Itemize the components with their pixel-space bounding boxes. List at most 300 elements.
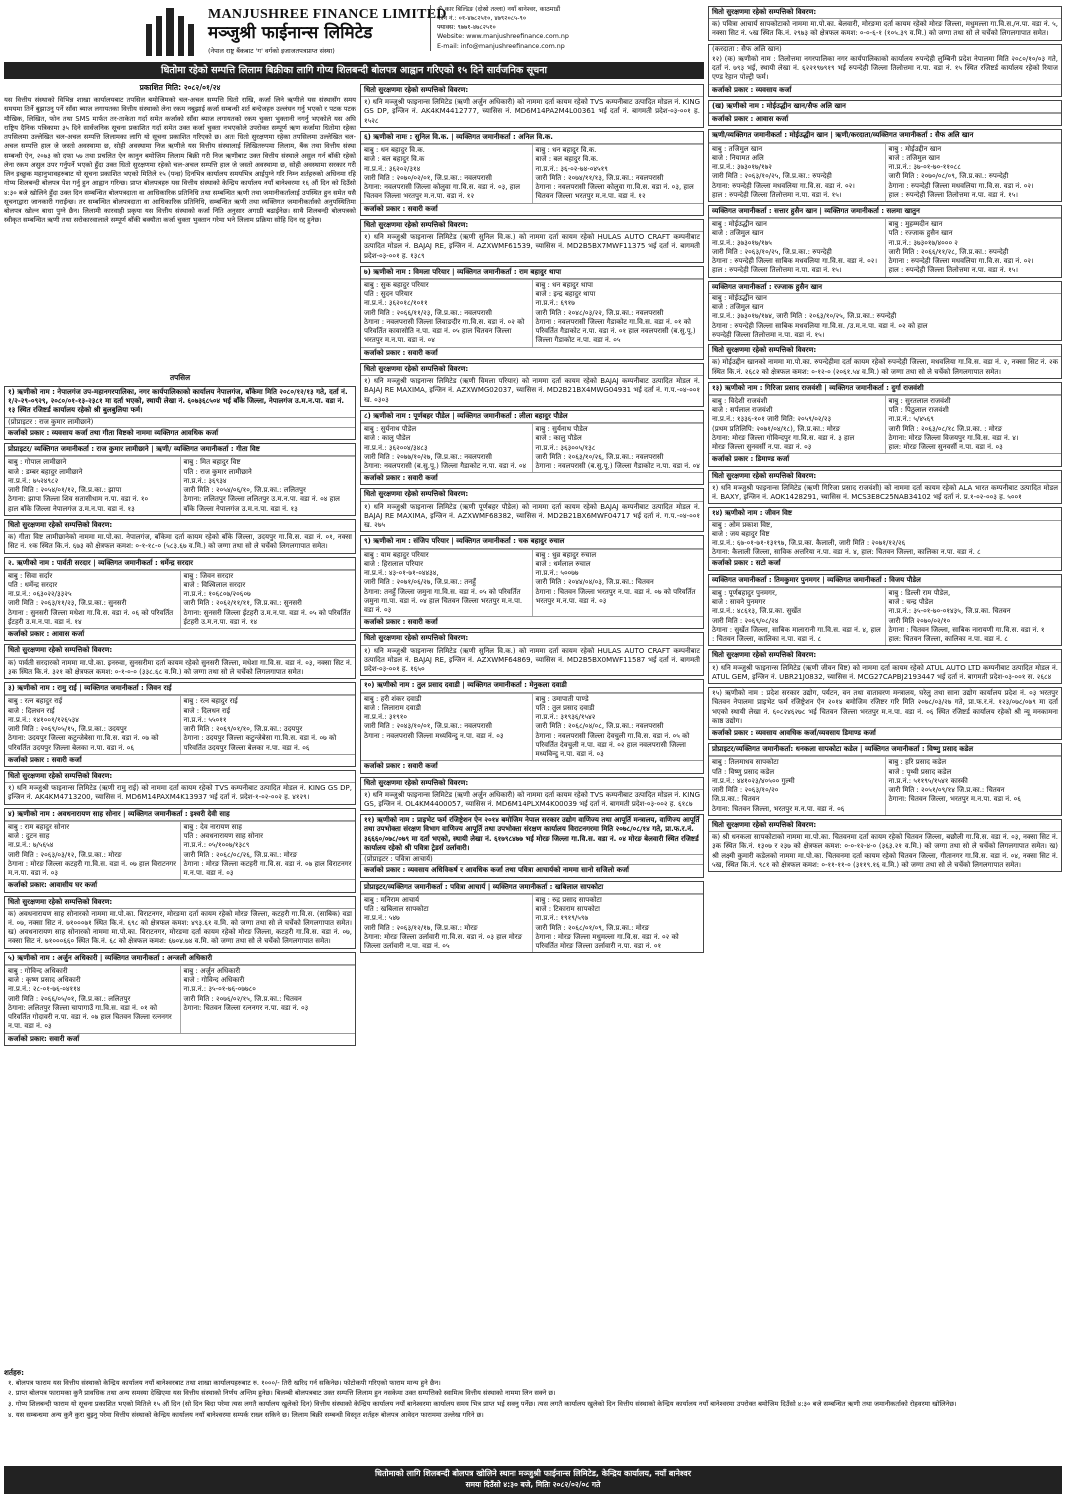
detail-line: बाजे : दिलधन राई (183, 706, 231, 715)
record-row (709, 395, 1061, 453)
detail-line: जारी मिति : २०६६/११/२८, जि.प्र.का.: रुपन्देही (888, 247, 1009, 256)
detail-line: जारी मिति : २०७६/०२/१५, जि.प्र.का.: चितवन (183, 994, 302, 1003)
detail-line: ठेगाना : चितवन जिल्ला, साबिक नारायणी गा.वि.स. वडा नं. १ (888, 625, 1045, 634)
detail-line: ना.प्र.नं.: ३६२०२/३१४ (364, 164, 421, 173)
email-link[interactable]: E-mail: info@manjushreefinance.com.np (437, 42, 565, 50)
record-block (360, 814, 704, 877)
detail-line: ना.प्र.नं.: ७/५६५४ (8, 841, 54, 850)
detail-line: जारी मिति : २०६३/१०/२६, जि.प्र.का.: नवलपरासी (535, 452, 664, 461)
detail-line: ना.प्र.नं.: ३५-०१-७०-०१४३५, जि.प्र.का. चितवन (888, 607, 1011, 616)
record-line: बाजे : तजिमुल खान (712, 303, 764, 312)
record-heading: धितो सुरक्षणमा रहेको सम्पत्तिको विवरण: (361, 220, 703, 232)
record-block (360, 777, 704, 812)
detail-line: जारी मिति : २०६३/१०/२५, जि.प्र.का.: रुपन्देही (712, 247, 832, 256)
loan-type: कर्जाको प्रकार : सवारी कर्जा (5, 754, 355, 766)
detail-line: ना.प्र.नं.: ३६२०१८/१०११ (364, 299, 428, 308)
detail-line: हाल: मोरङ जिल्ला सुनवर्सी न.पा. वडा नं. ०३ (888, 443, 1003, 452)
detail-line: ठेगाना : उदयपुर जिल्ला कटुन्जेबेसा गा.वि.स. वडा नं. ०७ को परिवर्तित उदयपुर जिल्ला बेलका न.पा. वडा नं. ०६ (183, 734, 337, 752)
company-header (140, 4, 700, 60)
detail-line: हाल : रुपन्देही जिल्ला तिलोत्तमा न.पा. वडा नं. १५। (888, 190, 1019, 199)
detail-line: जारी मिति : २०६३/१०/२० (712, 786, 779, 795)
detail-line: बाजे : धर्मलाल रुचाल (535, 559, 591, 568)
person-details (533, 424, 704, 472)
detail-line: बाजे : इन्द्र बहादुर थापा (535, 290, 596, 299)
record-row (361, 279, 703, 347)
detail-line: ठेगाना : सुर्खेत जिल्ला, साबिक मालारानी गा.वि.स. वडा नं. ४, हाल : चितवन जिल्ला, कालिका न.पा. वडा नं. ८ (712, 625, 881, 644)
detail-line: बाबु : धन बहादुर वि.क. (364, 146, 425, 155)
detail-line: जारी मिति : २०७४/११/१३, जि.प्र.का.: नवलपरासी (535, 173, 664, 182)
record-heading: धितो सुरक्षणमा रहेको सम्पत्तिको विवरण: (5, 645, 355, 657)
record-heading: ८) ऋणीको नाम : पूर्णबहर पौडेल | व्यक्तिगत जमानीकर्ता : लीला बहादुर पौडेल (361, 411, 703, 423)
detail-line: बाबु : सुक बहादुर परियार (364, 280, 429, 289)
detail-line: ना.प्र.नं.: ७५२४९८२ (8, 476, 59, 485)
loan-type: कर्जाको प्रकार : आवास कर्जा (709, 113, 1061, 125)
person-details (886, 396, 1062, 453)
detail-line: ना.प्र.नं.: ३७३०१७/४००० २ (888, 238, 958, 247)
detail-line: ठेगाना: ललितपुर जिल्ला चापागाउँ गा.वि.स. वडा नं. ०१ को परिवर्तित गोदावरी न.पा. वडा नं. ०७ हाल चितवन जिल्ला रत्ननगर न.पा. वडा नं. ०३ (8, 1003, 172, 1031)
intro-paragraph: यस वित्तीय संस्थाको विभिन्न शाखा कार्यालयबाट तपसिल बमोजिमको चल-अचल सम्पत्ति धितो राखि, कर्जा लिने ऋणीले यस संस्थासँग समय समयमा तिर्ने बुझाउनु पर्ने साँवा ब्याज लगायतका वित्तीय संस्थाको लेना रकम नबुझाई कर्जा सम्बन्धी शर्त बन्देजहरु उल्लंघन गर्नु भएको र पटक पटक मौखिक, लिखित, फोन तथा SMS मार्फत तर-ताकेता गर्दा समेत कर्जाको साँवा ब्याज लगायतको रकम चुक्ता भुक्तानी नगर्नु भएकोले यस अघि राष्ट्रिय दैनिक पत्रिकामा ३५ दिने सार्वजनिक सूचना प्रकाशित गर्दा समेत उक्त कर्जा चुक्ता नभएकोले उपरोक्त सम्पूर्ण ऋण कर्जामा धितोमा रहेका तपसिलमा उल्लेखित चल-अचल सम्पत्ति लिलामका लागि यो सूचना प्रकाशित गरिएको छ। अतः धितो सुरक्षणमा रहेका तपसिलमा उल्लेखित चल-अचल सम्पत्ति हाल जे जस्तो अवस्थामा छ, सोही अवस्थामा निज ऋणीले यस वित्तीय संस्थालाई लिखितरुपमा लिलाम, बैंक तथा वित्तीय संस्था सम्बन्धी ऐन, २०७३ को दफा ५७ तथा प्रचलित ऐन कानुन बमोजिम लिलाम बिक्री गरी निज ऋणीबाट उक्त वित्तीय संस्थाले असुल गर्न बाँकी रहेको लेना रकम असुल उपर गर्नुपर्ने भएको हुँदा उक्त धितो सुरक्षणमा रहेको चल-अचल सम्पत्ति हाल जे जस्तो अवस्थामा छ, सोही अवस्थामा सरकार गरी लिन इच्छुक महानुभावहरुबाट यो सूचना प्रकाशित भएको मितिले १५ (पन्ध्र) दिनभित्र कार्यालय समयभित्र आईपुग्ने गरि निम्न शर्तहरुको अधिनमा रहि गोप्य शिलबन्दी बोलपत्र पेश गर्नु हुन आह्वान गरिन्छ। प्राप्त बोलपत्रहरु यस वित्तीय संस्थाको केन्द्रिय कार्यालय नयाँ बानेश्वरमा १६ औं दिन को दिउँसो ४:३० बजे खोलिने हुँदा उक्त दिन सम्बन्धित बोलपत्रदाता वा आधिकारिक प्रतिनिधि तथा सम्बन्धित ऋणी तथा जमानीकर्तालाई उपस्थित हुन समेत यसै सूचनाद्वारा जानकारी गराईन्छ। तर सम्बन्धित बोलपत्रदाता वा आधिकारिक प्रतिनिधि, सम्बन्धित ऋणी तथा व्यक्तिगत जमानीकर्ताको अनुपस्थितिमा बोलपत्र खोल्न बाधा पुग्ने छैन। लिलामी कारवाही प्रकृया यस वित्तीय संस्थाको कर्जा निति अनुसार अगाडी बढाईनेछ। साथै शिलबन्दी बोलपत्रको स्वीकृत सम्बन्धित ऋणी तथा सरोकारवालाले सम्पूर्ण बाँकी बक्यौता कर्जा चुक्ता भुक्तान गरेमा भने लिलाम प्रक्रिया सोहि दिन रद्द हुनेछ। (4, 96, 356, 225)
record-block (708, 344, 1062, 379)
record-row (361, 894, 703, 952)
detail-line: हाल : रुपन्देही जिल्ला तिलोत्तमा न.पा. वडा नं. १५। (712, 190, 842, 199)
record-heading: व्यक्तिगत जमानीकर्ता : तिमकुमार पुनमगर | व्यक्तिगत जमानीकर्ता : विजय पौडेल (709, 575, 1061, 587)
record-line: बाजे : जय बहादुर विष्ट (712, 529, 770, 538)
detail-line: जारी मिति : २०४४/०४/०३, जि.प्र.का.: चितवन (535, 578, 654, 587)
record-line: (प्रोप्राइटर : राज कुमार लामीछाने) (8, 417, 94, 426)
detail-line: बाबु : डिल्ली राम पौडेल, (888, 588, 951, 597)
record-block (360, 410, 704, 486)
record-block (708, 507, 1062, 570)
detail-line: जारी मिति : २०६८/०१/०९, जि.प्र.का.: मोरङ (535, 923, 650, 932)
detail-line: बाबु : विदेशी राजवंशी (712, 396, 768, 405)
detail-line: ना.प्र.नं.: ३६९३४ (183, 476, 227, 485)
detail-line: जारी मिति : २०५१/०९/१४ जि.प्र.का.: चितवन (888, 786, 1005, 795)
collateral-details: १) धनि मञ्जुश्री फाइनान्स लिमिटेड (ऋणी जीवन विष्ट) को नाममा दर्ता कायम रहेको ATUL AUTO LTD कम्पनीबाट उत्पादित मोडल नं. ATUL GEM, इन्जिन नं. UBR21J0832, च्यासिस नं. MCG27CAPBJ2193447 भई दर्ता नं. बागमती प्रदेश-०३-००१ स. २६८४ (712, 663, 1058, 681)
detail-line: बाजे : बल बहादुर वि.क. (535, 155, 599, 164)
collateral-details: क) पार्वती सरदारको नाममा मा.पो.का. इनरुवा, सुनसरीमा दर्ता कायम रहेको सुनसरी जिल्ला, मधेशा गा.वि.स. वडा नं. ०३, नक्सा सिट नं. ३क स्थित कि.नं. ३२१ को क्षेत्रफल कमश: ०-१-०-० (३३८.६८ व.मि.) को जग्गा तथा सो ले चर्चेको लिगलगापात समेत। (8, 658, 352, 676)
record-block (360, 219, 704, 263)
detail-line: बाजे : तजिमुल खान (888, 153, 940, 162)
person-details (5, 571, 181, 628)
collateral-details: १२) (क) ऋणीको नाम : तिलोत्तमा नगरपालिका नगर कार्यपालिकाको कार्यालय रुपन्देही लुम्बिनी प्रदेश नेपालमा मिति २०८०/१०/०३ गते, दर्ता नं. ७९३ भई, स्थायी लेखा नं. ६२२१९७९१९ भई रुपन्देही जिल्ला तिलोत्तमा न.पा. वडा नं. १५ स्थित रजिष्टर्ड कार्यालय रहेको रियाज एण्ड रेहान पोल्ट्री फर्म। (712, 54, 1058, 82)
person-details (5, 822, 181, 879)
record-line: बाबु : ओम प्रकाश विष्ट, (712, 520, 773, 529)
loan-type: कर्जाको प्रकार : सवारी कर्जा (361, 760, 703, 772)
detail-line: जारी मिति : २०६९/०५/१५, जि.प्र.का.: उदयपुर (8, 725, 127, 734)
loan-type: कर्जाको प्रकार : व्यवसाय कर्जा (709, 84, 1061, 96)
record-heading: ९) ऋणीको नाम : संजिप परियार | व्यक्तिगत जमानीकर्ता : चक बहादुर रुचाल (361, 536, 703, 548)
record-block (708, 205, 1062, 278)
loan-type: कर्जाको प्रकार : आवास कर्जा (5, 628, 355, 640)
record-heading: प्रोप्राइटर/ व्यक्तिगत जमानीकर्ता : राज कुमार लामीछाने | ऋणी/ व्यक्तिगत जमानीकर्ता : गीता विष्ट (5, 444, 355, 456)
detail-line: ना.प्र.नं.: २८-०१-७६-०४११४ (8, 985, 81, 994)
detail-line: ना.प्र.नं.: ६९१७ (535, 299, 575, 308)
record-block (360, 84, 704, 128)
record-heading: १३) ऋणीको नाम : गिरिजा प्रसाद राजवंशी | व्यक्तिगत जमानीकर्ता : दुर्गा राजवंशी (709, 383, 1061, 395)
detail-line: हाल: चितवन जिल्ला, कालिका न.पा. वडा नं. ८ (888, 635, 1008, 644)
detail-line: ठेगाना : मोरङ जिल्ला मधुमल्ला गा.वि.स. वडा नं. ०२ को परिवर्तित मोरङ जिल्ला उर्लावारी न.पा. वडा नं. ०१ (535, 932, 679, 951)
detail-line: ठेगाना: नवलपरासी जिल्ला कोलुवा गा.वि.स. वडा नं. ०३, हाल चितवन जिल्ला भरतपुर म.न.पा. वडा नं. १२ (364, 183, 520, 201)
column-2 (360, 84, 704, 956)
detail-line: बाजे : बल बहादुर वि.क (364, 155, 425, 164)
record-block (4, 808, 356, 893)
detail-line: ठेगाना: रुपन्देही जिल्ला मधवलिया गा.वि.स. वडा नं. ०२। (712, 181, 855, 190)
loan-type: कर्जाको प्रकार : सटो कर्जा (709, 557, 1061, 569)
record-heading: धितो सुरक्षणमा रहेको सम्पत्तिको विवरण: (709, 345, 1061, 357)
record-block (4, 519, 356, 554)
person-details (5, 966, 181, 1033)
record-heading: ६) ऋणीको नामः : सुनिल वि.क. | व्यक्तिगत जमानीकर्ता : अनिल वि.क. (361, 132, 703, 144)
detail-line: ना.प्र.नं.: ३७३०१७/१७५ (712, 238, 772, 247)
detail-line: जारी मिति : २०६६/११/२३, जि.प्र.का.: नवलपरासी (364, 308, 492, 317)
person-details (533, 280, 704, 347)
detail-line: जारी मिति : २०४८/०३/२२, जि.प्र.का.: नवलपरासी (535, 308, 664, 317)
record-block (708, 6, 1062, 41)
detail-line: ठेगाना : नवलपरासी जिल्ला कोलुवा गा.वि.स. वडा नं. ०३, हाल चितवन जिल्ला भरतपुर म.न.पा. वडा नं. १२ (535, 183, 694, 201)
person-details (709, 144, 886, 201)
detail-line: बाजे : पृथ्वी प्रसाद कडेल (888, 767, 952, 776)
loan-type: कर्जाको प्रकार : सवारी कर्जा (361, 203, 703, 215)
detail-line: ठेगाना: तनहुँ जिल्ला जमुना गा.वि.स. वडा नं. ०५ को परिवर्तित जमुना गा.पा. वडा नं. ०४ हाल चितवन जिल्ला भरतपुर म.न.पा. वडा नं. ०३ (364, 587, 523, 615)
loan-type: कर्जाको प्रकार : सवारी कर्जा (361, 347, 703, 359)
detail-line: ना.प्र.नं.: ३७३०१७/१७२ (712, 163, 772, 172)
loan-type: कर्जाको प्रकार : व्यवसाय आवधिक कर्जा/व्यवसाय डिमाण्ड कर्जा (709, 727, 1061, 739)
record-heading: धितो सुरक्षणमा रहेको सम्पत्तिको विवरण: (5, 771, 355, 783)
detail-line: ठेगाना: सुनसरी जिल्ला ईटहरी उ.म.न.पा. वडा नं. ०५ को परिवर्तित ईटहरी उ.म.न.पा. वडा नं. १४ (183, 608, 351, 626)
record-block (708, 743, 1062, 816)
detail-line: ठेगाना: ललितपुर जिल्ला ललितपुर उ.म.न.पा. वडा नं. ०४ हाल बाँके जिल्ला नेपालगंज उ.म.न.पा. वडा नं. १३ (183, 495, 340, 513)
collateral-details: १५) ऋणीको नाम : प्रदेश सरकार उद्योग, पर्यटन, वन तथा वातावरण मन्त्रालय, घरेलु तथा साना उद्योग कार्यालय प्रदेश नं. ०३ भरतपुर चितवन नेपालमा प्राइभेट फर्म रजिष्ट्रेशन ऐन २०१४ बमोजिम रजिष्टर गरि मिति २०७८/०३/२७ गते, प्रा.फ.र.नं. १२३/०७८/०७९ मा दर्ता भएको स्थायी लेखा नं. ६०८२४६२७८ भई चितवन जिल्ला भरतपुर म.न.पा. वडा नं. ०६ स्थित रजिष्टर्ड कार्यालय रहेको श्री न्यू मनकामना काष्ठ उद्योग। (712, 689, 1058, 725)
detail-line: जारी मिति : २०६८/०४/०८, जि.प्र.का.: नवलपरासी (535, 722, 664, 731)
detail-line: बाबु : मोईउद्दीन खान (888, 144, 942, 153)
detail-line: मोरङ जिल्ला सुनवर्सी न.पा. वडा नं. ०३ (712, 443, 812, 452)
record-heading: धितो सुरक्षणमा रहेको सम्पत्तिको विवरण: (709, 471, 1061, 483)
detail-line: ठेगाना : नवलपरासी जिल्ला लिवाङदीर गा.वि.स. वडा नं. ०२ को परिवर्तित कावासोति न.पा. वडा नं. ०५ हाल चितवन जिल्ला भरतपुर म.न.पा. वडा नं. ०४ (364, 317, 525, 345)
detail-line: ना.प्र.नं.: ३६-०२-७४-०४५१९ (535, 164, 608, 173)
detail-line: हाल : रुपन्देही जिल्ला तिलोत्तमा न.पा. वडा नं. १५। (712, 266, 842, 275)
detail-line: ठेगाना : मोरङ जिल्ला कटहरी गा.वि.स. वडा नं. ०७ हाल विराटनगर म.न.पा. वडा नं. ०३ (8, 859, 177, 878)
record-heading: १) ऋणीको नाम : नेपालगंज उप-महानगरपालिका, नगर कार्यपालिकाको कार्यालय नेपालगंज, बाँकेमा मिति २०८०/१२/१३ गते, दर्ता नं. १/२-२९-०९२९, २०८०/०१-१३-२३८१ मा दर्ता भएको, स्थायी लेखा नं. ६०७३६८५०४ भई बाँके जिल्ला, नेपालगंज उ.म.न.पा. वडा नं. १३ स्थित रजिष्टर्ड कार्यालय रहेको श्री बुलबुलिया फर्म। (5, 387, 355, 418)
fax: फ्याक्स: ९७७१-४७८२५१० (437, 24, 496, 32)
detail-line: जारी मिति : २०६३/०३/१२, जि.प्र.का.: मोरङ (8, 850, 122, 859)
collateral-details: १) धनि मञ्जुश्री फाइनान्स लिमिटेड (ऋणी पूर्णबहर पौडेल) को नाममा दर्ता कायम रहेको BAJAJ कम्पनीबाट उत्पादित मोडल नं. BAJAJ RE MAXIMA, इन्जिन नं. AZXWMF68382, च्यासिस नं. MD2B21BX6MWF04717 भई दर्ता नं. ग.प.-०४-००१ ख. २७५ (364, 502, 700, 530)
person-details (533, 895, 704, 952)
detail-line: ना.प्र.नं.: ५११९५/१५४१ कास्की (888, 776, 968, 785)
record-block (708, 649, 1062, 684)
publish-date: प्रकाशित मिति: २०८२/०१/२४ (139, 83, 221, 92)
record-block (708, 687, 1062, 740)
person-details (709, 588, 886, 645)
record-row (5, 456, 355, 514)
person-details (361, 145, 533, 202)
detail-line: बाबु : सुर्यनाथ पौडेल (535, 425, 588, 434)
detail-line: पति : सुदन परियार (364, 290, 413, 299)
record-heading: (ख) ऋणीको नाम : मोईउद्धीन खान/सैफ अलि खान (709, 101, 1061, 113)
detail-line: बाबु : याम बहादुर परियार (364, 550, 429, 559)
detail-line: ना.प्र.नं.: ३६२००४/३४८३ (364, 443, 428, 452)
company-license-note: (नेपाल राष्ट्र बैंकबाट 'ग' वर्गको इजाजतपत्रप्राप्त संस्था) (208, 47, 335, 55)
detail-line: ठेगाना : रुपन्देही जिल्ला साबिक मधवलिया गा.वि.स. वडा नं. ०२। (712, 257, 878, 266)
detail-line: बाबु : धन बहादुर थापा (535, 280, 593, 289)
record-line: ठेगाना: कैलाली जिल्ला, साविक अत्तरिया न.पा. वडा नं. ४, हाल: चितवन जिल्ला, कालिका न.पा. वडा नं. ८ (712, 548, 981, 557)
collateral-details: क) पवित्रा आचार्य सापकोटाको नाममा मा.पो.का. बेलवारी, मोरङमा दर्ता कायम रहेको मोरङ जिल्ला, मधुमल्ला गा.वि.स./न.पा. वडा नं. ५, नक्सा सिट नं. ५ख स्थित कि.नं. २९७३ को क्षेत्रफल कमश: ०-०-६-१ (१०५.३९ व.मि.) को जग्गा तथा सो ले चर्चेको लिगलगापात समेत। (712, 20, 1058, 38)
detail-line: पति : खबिलाल सापकोटा (364, 905, 429, 914)
collateral-details: १) धनि मञ्जुश्री फाइनान्स लिमिटेड (ऋणी रामु राई) को नाममा दर्ता कायम रहेको TVS कम्पनीबाट उत्पादित मोडल नं. KING GS DP, इन्जिन नं. AK4KM4713200, च्यासिस नं. MD6M14PAXM4K13937 भई दर्ता नं. प्रदेश-१-०२-००२ ह. ४१२९। (8, 784, 352, 802)
collateral-details: १) धनि मञ्जुश्री फाइनान्स लिमिटेड (ऋणी अर्जुन अधिकारी) को नाममा दर्ता कायम रहेको TVS कम्पनीबाट उत्पादित मोडल नं. KING GS, इन्जिन नं. OL4KM4400057, च्यासिस नं. MD6M14PLXM4K00039 भई दर्ता नं. बागमती प्रदेश-०३-००२ ह. ६१८७ (364, 790, 700, 808)
record-block (708, 44, 1062, 97)
detail-line: पति : रज्जाक हुसैन खान (888, 229, 953, 238)
detail-line: ठेगाना : चितवन जिल्ला भरतपुर न.पा. वडा नं. ०७ को परिवर्तित भरतपुर म.न.पा. वडा नं. ०३ (535, 587, 696, 605)
detail-line: पति : विष्णु प्रसाद कडेल (712, 767, 775, 776)
detail-line: जारी मिति : २०६३/१२/१७, जि.प्र.का.: मोरङ (364, 923, 478, 932)
detail-line: पति : राज कुमार लामीछाने (183, 467, 252, 476)
record-heading: धितो सुरक्षणमा रहेको सम्पत्तिको विवरण: (709, 650, 1061, 662)
collateral-details: १) धनि मञ्जुश्री फाइनान्स लिमिटेड (ऋणी सुनिल वि.क.) को नाममा दर्ता कायम रहेको HULAS AUTO CRAFT कम्पनीबाट उत्पादित मोडल नं. BAJAJ RE, इन्जिन नं. AZXWMF61539, च्यासिस नं. MD2B5BX7MWF11375 भई दर्ता नं. बागमती प्रदेश-०३-००१ ह. १३८९ (364, 233, 700, 260)
detail-line: ठेगाना : नवलपरासी जिल्ला गैडाकोट गा.वि.स. वडा नं. ०१ को परिवर्तित गैडाकोट न.पा. वडा नं. ०१ हाल नवलपरासी (ब.सु.पू.) जिल्ला गैडाकोट न.पा. वडा नं. ०५ (535, 317, 696, 345)
detail-line: ना.प्र.नं.: ४८६१३, जि.प्र.का. सुर्खेत (712, 607, 802, 616)
person-details (886, 144, 1062, 201)
collateral-details: १) धनि मञ्जुश्री फाइनान्स लिमिटेड (ऋणी गिरिजा प्रसाद राजवंशी) को नाममा दर्ता कायम रहेको ALA भारत कम्पनीबाट उत्पादित मोडल नं. BAXY, इन्जिन नं. AOK1428291, च्यासिस नं. MCS3E8C25NAB34102 भई दर्ता नं. प्र.१-०२-००३ ह. ५००१ (712, 483, 1058, 502)
detail-line: ना.प्र.नं.: ५४७ (364, 914, 400, 923)
detail-line: बाबु : तिलमाधव सापकोटा (712, 758, 779, 767)
detail-line: जारी मिति : २०७७/१०/२७, जि.प्र.का.: नवलपरासी (364, 452, 492, 461)
detail-line: पति : तुल प्रसाद दवाडी (535, 703, 595, 712)
record-row (361, 693, 703, 761)
record-row (361, 423, 703, 472)
record-heading: धितो सुरक्षणमा रहेको सम्पत्तिको विवरण: (361, 633, 703, 645)
record-line: रुपन्देही जिल्ला तिलोत्तमा न.पा. वडा नं. १५। (712, 330, 825, 339)
contact-info (430, 5, 700, 51)
person-details (361, 550, 533, 617)
record-row (5, 695, 355, 753)
loan-type: कर्जाको प्रकार: सवारी कर्जा (5, 1033, 355, 1045)
record-row (361, 144, 703, 202)
collateral-details: क) श्री धनकला सापकोटाको नाममा मा.पो.का. चितवनमा दर्ता कायम रहेको चितवन जिल्ला, बछौली गा.वि.स. वडा नं. ०३, नक्सा सिट नं. ३क स्थित कि.नं. १३०७ र २३७ को क्षेत्रफल कमश: ०-०-१२-४-० (३६३.२१ व.मि.) को जग्गा तथा सो ले चर्चेको लिगलगापात समेत। ख) श्री लक्ष्मी कुमारी कडेलको नाममा मा.पो.का. चितवनमा दर्ता कायम रहेको चितवन जिल्ला, गीतानगर गा.वि.स. वडा नं. ०४, नक्सा सिट नं. ५ख, स्थित कि.नं. ९८१ को क्षेत्रफल कमश: ०-११-११-० (३११९.१६ व.मि.) को जग्गा तथा सो ले चर्चेको लिगलगापात समेत। (712, 833, 1058, 869)
record-row (709, 143, 1061, 201)
record-row (361, 549, 703, 617)
loan-type: कर्जाको प्रकार: आवासीय घर कर्जा (5, 879, 355, 891)
record-line: (प्रोप्राइटर : पवित्रा आचार्य) (364, 855, 433, 864)
detail-line: ना.प्र.नं.: ०६३०२२/३३२५ (8, 590, 72, 599)
record-heading: १०) ऋणीको नाम : तुल प्रसाद दवाडी | व्यक्तिगत जमानीकर्ता : मेनुकला दवाडी (361, 680, 703, 692)
record-heading: धितो सुरक्षणमा रहेको सम्पत्तिको विवरण: (361, 489, 703, 501)
loan-type: कर्जाको प्रकार : सवारी कर्जा (361, 472, 703, 484)
bid-opening-time: समयः दिउँसो ४:३० बजे, मितिः २०८२/०२/०८ गते (465, 1479, 601, 1489)
detail-line: ना.प्र.नं.: ३७-०१-७०-११०८८ (888, 163, 961, 172)
collateral-details: क) अवधनारायण साह सोनारको नाममा मा.पो.का. विराटनगर, मोरङमा दर्ता कायम रहेको मोरङ जिल्ला, कटहरी गा.वि.स. (साबिक) वडा नं. ०७, नक्सा सिट नं. ७१०००७१ स्थित कि.नं. ६९८ को क्षेत्रफल कमश: ४९३.६१ व.मि. को जग्गा तथा सो ले चर्चेको लिगलगापात समेत। ख) अवधनारायण साह सोनारको नाममा मा.पो.का. विराटनगर, मोरङमा दर्ता कायम रहेको मोरङ जिल्ला, कटहरी गा.वि.स. वडा नं. ०७, नक्सा सिट नं. ७१०००६६० स्थित कि.नं. ६८ को क्षेत्रफल कमश: ६७०४.७४ व.मि. को जग्गा तथा सो ले चर्चेको लिगलगापात समेत। (8, 909, 352, 946)
record-block (4, 443, 356, 516)
details-heading: तपसिल (169, 373, 191, 382)
record-block (4, 896, 356, 949)
record-heading: धितो सुरक्षणमा रहेको सम्पत्तिको विवरण: (709, 7, 1061, 19)
record-block (360, 266, 704, 360)
detail-line: बाजे : टिकाराम सापकोटा (535, 905, 600, 914)
person-details (361, 424, 533, 472)
detail-line: जारी मिति : २०५४/०६/१०, जि.प्र.का.: ललितपुर (183, 486, 306, 495)
person-details (533, 694, 704, 761)
person-details (533, 550, 704, 617)
record-row (709, 218, 1061, 276)
detail-line: ना.प्र.नं.: ३५-०१-७६-०७७८० (183, 985, 256, 994)
person-details (181, 457, 356, 514)
detail-line: ना.प्र.नं.: ४४१०२३/४०५०० गुल्मी (712, 776, 795, 785)
company-name-np: मञ्जुश्री फाईनान्स लिमिटेड (208, 23, 373, 43)
record-block (360, 535, 704, 629)
record-block (708, 129, 1062, 202)
loan-type: कर्जाको प्रकार : डिमाण्ड कर्जा (709, 453, 1061, 465)
detail-line: बाबु : धन बहादुर वि.क. (535, 146, 597, 155)
record-row (5, 570, 355, 628)
record-block (360, 881, 704, 954)
detail-line: बाजे : तजिमुल खान (712, 229, 764, 238)
website-link[interactable]: Website: www.manjushreefinance.com.np (437, 33, 569, 41)
record-heading: व्यक्तिगत जमानीकर्ता : रज्जाक हुसैन खान (709, 282, 1061, 294)
detail-line: ठेगाना: उदयपुर जिल्ला कटुन्जेबेसा गा.वि.स. वडा नं. ०७ को परिवर्तित उदयपुर जिल्ला बेलका न.पा. वडा नं. ०६ (8, 734, 159, 752)
detail-line: बाबु : मित बहादुर विष्ट (183, 458, 241, 467)
record-heading: ४) ऋणीको नाम : अवधनारायण साह सोनार | व्यक्तिगत जमानीकर्ता : इश्वरी देवी साह (5, 809, 355, 821)
detail-line: बाबु : जिवन सरदार (183, 571, 234, 580)
detail-line: बाबु : हरी शंकर दवाडी (364, 694, 422, 703)
collateral-details: क) गीता विष्ट लामीछानेको नाममा मा.पो.का. नेपालगंज, बाँकेमा दर्ता कायम रहेको बाँके जिल्ला, उदयपुर गा.वि.स. वडा नं. ०१, नक्सा सिट नं. १क स्थित कि.नं. ६७३ को क्षेत्रफल कमश: ०-१-१८-० (५८३.६७ व.मि.) को जग्गा तथा सो ले चर्चेको लिगलगापात समेत। (8, 533, 352, 551)
detail-line: ना.प्र.नं.: १०६८०७/२०६०७ (183, 590, 251, 599)
record-heading: प्रोप्राइटर/व्यक्तिगत जमानीकर्ता : पवित्रा आचार्य | व्यक्तिगत जमानीकर्ता : खबिलाल सापकोटा (361, 882, 703, 894)
detail-line: बाजे : दिलधन राई (8, 706, 55, 715)
record-heading: धितो सुरक्षणमा रहेको सम्पत्तिको विवरण: (5, 520, 355, 532)
detail-line: ना.प्र.नं.: ३१९३६/१५४२ (535, 713, 596, 722)
detail-line: ठेगाना: झापा जिल्ला शिव सतासीधाम न.पा. वडा नं. १० (8, 495, 149, 504)
record-block (360, 363, 704, 407)
detail-line: ठेगाना : रुपन्देही जिल्ला मधवलिया गा.वि.स. वडा नं. ०२। (888, 257, 1034, 266)
detail-line: बाबु : देव नारायण साह (183, 822, 242, 831)
record-block (708, 470, 1062, 505)
detail-line: बाबु : अर्जुन अधिकारी (183, 966, 241, 975)
detail-line: ना.प्र.नं.: ०५/१००७/१३८९ (183, 841, 250, 850)
detail-line: बाजे : लिलाराम दवाडी (364, 703, 421, 712)
detail-line: ठेगाना: चितवन जिल्ला, भरतपुर म.न.पा. वडा नं. ०६ (888, 795, 1021, 804)
record-block (708, 382, 1062, 467)
detail-line: जारी मिति : २०७०/०८/०९, जि.प्र.का.: रुपन्देही (888, 172, 1009, 181)
detail-line: ना.प्र.नं.: ५/४५६९ (888, 415, 934, 424)
person-details (181, 696, 356, 753)
record-heading: ७) ऋणीको नाम : विमला परियार | व्यक्तिगत जमानीकर्ता : राम बहादुर थापा (361, 267, 703, 279)
company-logo (140, 4, 202, 60)
detail-line: बाजे : कृष्ण प्रसाद अधिकारी (8, 976, 81, 985)
detail-line: ना.प्र.नं.: ३६३००५/१३८ (535, 443, 596, 452)
record-block (360, 488, 704, 532)
bid-opening-place: धितोमाको लागि शिलबन्दी बोलपत्र खोलिने स्थानः मञ्जुश्री फाईनान्स लिमिटेड, केन्द्रिय कार्यालय, नयाँ बानेश्वर (374, 1469, 692, 1478)
collateral-details: १) धनि मञ्जुश्री फाइनान्स लिमिटेड (ऋणी सुनिल वि.क.) को नाममा दर्ता कायम रहेको HULAS AUTO CRAFT कम्पनीबाट उत्पादित मोडल नं. BAJAJ RE, इन्जिन नं. AZXWMF64869, च्यासिस नं. MD2B5BX0MWF11587 भई दर्ता नं. बागमती प्रदेश-०३-००१ ह. १६५० (364, 646, 700, 674)
person-details (709, 757, 886, 814)
detail-line: बाबु : रुद्र प्रसाद सापकोटा (535, 895, 602, 904)
column-3 (708, 6, 1062, 875)
detail-line: ठेगाना: नवलपरासी (ब.सु.पू.) जिल्ला गैडाकोट न.पा. वडा नं. ०४ (364, 461, 527, 470)
record-heading: प्रोप्राइटर/व्यक्तिगत जमानीकर्ता: धनकला सापकोटा कडेल | व्यक्तिगत जमानीकर्ता : विष्णु प्रसाद कडेल (709, 744, 1061, 756)
detail-line: जारी मिति : २०६९/०१/१०, जि.प्र.का.: उदयपुर (183, 725, 303, 734)
detail-line: जारी मिति : २०६२/११/११, जि.प्र.का.: सुनसरी (183, 599, 302, 608)
person-details (361, 280, 533, 347)
detail-line: ठेगाना: चितवन जिल्ला रत्ननगर न.पा. वडा नं. ०३ (183, 1003, 309, 1012)
detail-line: पति : धर्मेन्द्र सरदार (8, 580, 58, 589)
term-item: ४. यस सम्बन्धमा अन्य कुनै कुरा बुझ्नु परेमा वित्तीय संस्थाको केन्द्रिय कार्यालय नयाँ बानेश्वरमा सम्पर्क राख्न सकिने छ। लिलाम बिक्री सम्बन्धी विस्तृत शर्तहरु बोलपत्र आवेदन फाराममा उल्लेख गरिने छ। (8, 1411, 484, 1420)
detail-line: जारी मिति : २०५४/०१/१२, जि.प्र.का.: झापा (8, 486, 122, 495)
detail-line: बाजे : गोविन्द अधिकारी (183, 976, 245, 985)
detail-line: बाबु : रत्न बहादुर राई (183, 697, 238, 706)
detail-line: बाजे : नियामत अलि (712, 153, 764, 162)
detail-line: बाबु : हरि प्रसाद कडेल (888, 758, 947, 767)
record-heading: ५) ऋणीको नाम : अर्जुन अधिकारी | व्यक्तिगत जमानीकर्ता : अन्जली अधिकारी (5, 953, 355, 965)
detail-line: ठेगाना: चितवन जिल्ला, भरतपुर म.न.पा. वडा नं. ०६ (712, 804, 845, 813)
detail-line: बाजे : डम्बर बहादुर लामीछाने (8, 467, 83, 476)
person-details (181, 571, 356, 628)
person-details (5, 696, 181, 753)
record-line: (करदाता : सैफ अलि खान) (712, 44, 782, 53)
person-details (886, 588, 1062, 645)
record-line: ना.प्र.नं.: ६७-०१-७१-१३१९७, जि.प्र.का. कैलाली, जारी मिति : २०७१/१२/२६ (712, 539, 906, 548)
detail-line: बाबु : धुव्र बहादुर रुचाल (535, 550, 597, 559)
detail-line: ना.प्र.नं.: ४३-०१-७१-०४४३४, (364, 569, 439, 578)
record-block (360, 679, 704, 773)
term-item: १. बोलपत्र फाराम यस वित्तीय संस्थाको केन्द्रिय कार्यालय नयाँ बानेश्वरबाट तथा शाखा कार्यालयहरुबाट रु. १०००/- तिरी खरिद गर्न सकिनेछ। फोटोकपी गरिएको फाराम मान्य हुने छैन। (8, 1378, 441, 1387)
record-row (5, 821, 355, 879)
detail-line: हाल : रुपन्देही जिल्ला तिलोत्तमा न.पा. वडा नं. १५। (888, 266, 1019, 275)
record-heading: ऋणी/व्यक्तिगत जमानीकर्ता : मोईउद्धीन खान | ऋणी/करदाता/व्यक्तिगत जमानीकर्ता : सैफ अलि खान (709, 130, 1061, 142)
person-details (709, 219, 886, 276)
person-details (361, 895, 533, 952)
detail-line: पति : अवधनारायण साह सोनार (183, 832, 263, 841)
address: ॐ कार बिल्डिङ (दोस्रो तल्ला) नयाँ बानेश्वर, काठमाडौं (437, 6, 561, 13)
column-1 (4, 386, 356, 1049)
detail-line: जारी मिति : २०६८/०८/२६, जि.प्र.का.: मोरङ (183, 850, 298, 859)
detail-line: जारी मिति : २०६३/०८/१८ जि.प्र.का. : मोरङ (888, 424, 1003, 433)
detail-line: बाबु : सुर्यनाथ पौडेल (364, 425, 417, 434)
detail-line: (प्रथम प्रतिलिपि: २०७१/०४/१८), जि.प्र.का.: मोरङ (712, 424, 841, 433)
detail-line: बाजे : विश्विलाल सरदार (183, 580, 246, 589)
notice-title: धितोमा रहेको सम्पत्ति लिलाम बिक्रीका लागि गोप्य शिलबन्दी बोलपत्र आह्वान गरिएको १५ दिने सार्वजनिक सूचना (4, 62, 704, 79)
person-details (886, 757, 1062, 814)
detail-line: जारी मिति २०७०/०२/१० (888, 616, 951, 625)
record-block (360, 632, 704, 676)
terms-heading: शर्तहरु: (4, 1368, 24, 1377)
record-heading: धितो सुरक्षणमा रहेको सम्पत्तिको विवरण: (361, 364, 703, 376)
record-heading: ३) ऋणीको नाम : रामु राई | व्यक्तिगत जमानीकर्ता : जिवन राई (5, 683, 355, 695)
term-item: २. प्राप्त बोलपत्र फारामका कुनै प्रावधिक तथा अन्य समस्या देखिएमा यस वित्तीय संस्थाको निर्णय अन्तिम हुनेछ। बिलम्बी बोलपत्रबाट उक्त सम्पत्ति लिलाम हुन नसकेमा उक्त सम्पत्तिको स्वामित्व वित्तीय संस्थाको नाममा लिन सक्ने छ। (8, 1389, 556, 1398)
detail-line: हाल बाँके जिल्ला नेपालगंज उ.म.न.पा. वडा नं. १३ (8, 504, 135, 513)
footer-bar (4, 1466, 1062, 1494)
terms-section (4, 1368, 1062, 1422)
logo-icon (140, 4, 202, 60)
detail-line: जारी मिति : २०४३/१०/०१, जि.प्र.का.: नवलपरासी (364, 722, 492, 731)
detail-line: बाजे : कालु पौडेल (535, 434, 582, 443)
person-details (181, 822, 356, 879)
record-block (708, 100, 1062, 126)
detail-line: जारी मिति : २०६३/११/२३, जि.प्र.का.: सुनसरी (8, 599, 127, 608)
record-block (4, 770, 356, 805)
record-block (4, 644, 356, 679)
record-row (709, 587, 1061, 645)
detail-line: ना.प्र.नं.: ५५०११ (183, 715, 227, 724)
record-block (708, 819, 1062, 872)
phone: फोन नं.: ०१-४७८२५१०, ४७९२०८५-९० (437, 15, 527, 23)
collateral-details: १) धनि मञ्जुश्री फाइनान्स लिमिटेड (ऋणी विमला परियार) को नाममा दर्ता कायम रहेको BAJAJ कम्पनीबाट उत्पादित मोडल नं. BAJAJ RE MAXIMA, इन्जिन नं. AZXWMG02037, च्यासिस नं. MD2B21BX4MWG04931 भई दर्ता नं. ग.प.-०४-००१ ख. ०३०३ (364, 377, 700, 404)
person-details (533, 145, 704, 202)
person-details (886, 219, 1062, 276)
detail-line: जारी मिति : २०६३/१०/२५, जि.प्र.का.: रुपन्देही (712, 172, 832, 181)
detail-line: बाजे : सावने पुनमगर (712, 598, 766, 607)
record-line: ना.प्र.नं.: ३७३०१७/१७४, जारी मिति : २०६३/१०/२५, जि.प्र.का.: रुपन्देही (712, 312, 897, 321)
record-block (4, 952, 356, 1046)
loan-type: कर्जाको प्रकार : व्यवसाय अधिविकर्ष र आवधिक कर्जा तथा पवित्रा आचार्यको नाममा सानो सजिलो कर्जा (361, 864, 703, 876)
record-block (4, 682, 356, 767)
